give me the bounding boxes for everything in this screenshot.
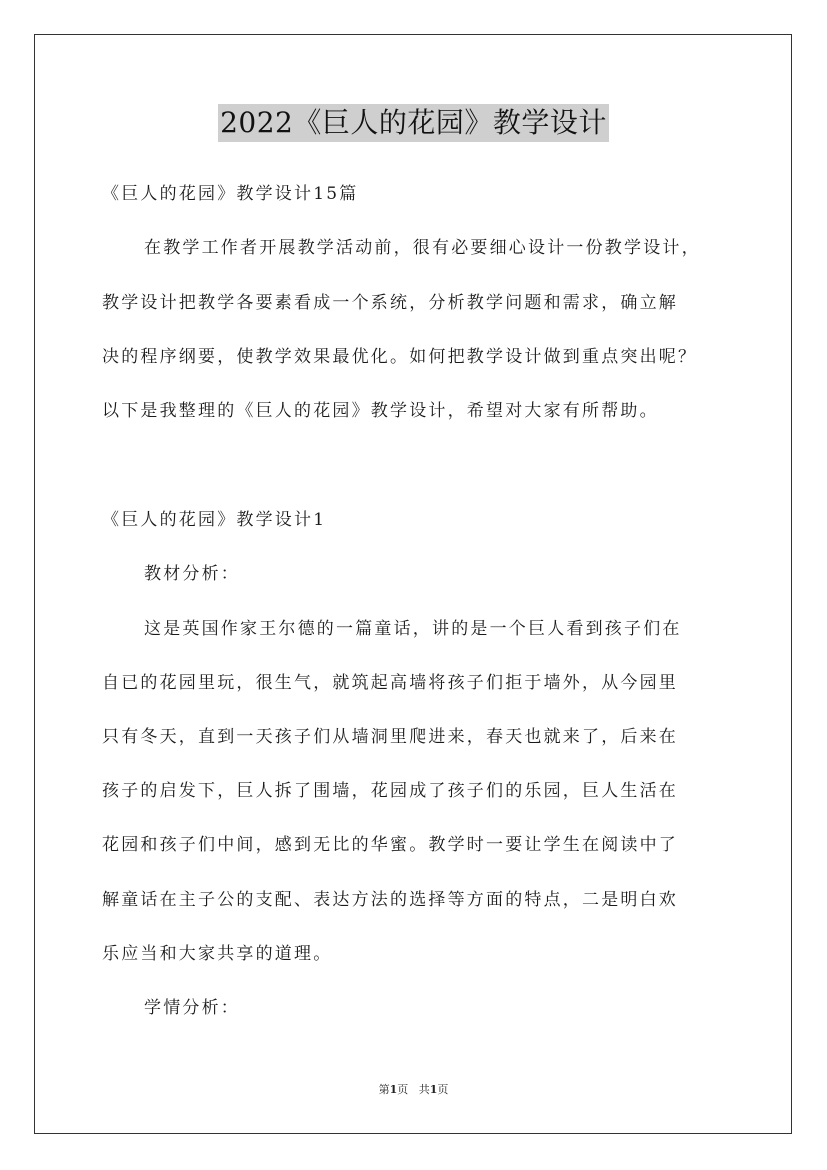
footer-page-current: 1 [389, 1083, 398, 1096]
paragraph-line: 乐应当和大家共享的道理。 [102, 944, 333, 964]
paragraph-line: 教学设计把教学各要素看成一个系统，分析教学问题和需求，确立解 [102, 293, 678, 313]
paragraph-line: 在教学工作者开展教学活动前，很有必要细心设计一份教学设计， [144, 238, 701, 258]
paragraph-line: 孩子的启发下，巨人拆了围墙，花园成了孩子们的乐园，巨人生活在 [102, 781, 678, 801]
subheading-teaching-material: 教材分析： [144, 564, 240, 584]
footer-page-prefix: 第 [378, 1083, 390, 1096]
paragraph-line: 自已的花园里玩，很生气，就筑起高墙将孩子们拒于墙外，从今园里 [102, 673, 678, 693]
paragraph-line: 以下是我整理的《巨人的花园》教学设计，希望对大家有所帮助。 [102, 401, 659, 421]
paragraph-line: 决的程序纲要，使教学效果最优化。如何把教学设计做到重点突出呢？ [102, 347, 698, 367]
paragraph-line: 解童话在主子公的支配、表达方法的选择等方面的特点，二是明白欢 [102, 890, 678, 910]
footer-page-total: 1 [429, 1083, 438, 1096]
paragraph-line: 只有冬天，直到一天孩子们从墙洞里爬进来，春天也就来了，后来在 [102, 727, 678, 747]
footer-page-suffix: 页 [397, 1083, 409, 1096]
paragraph-line: 花园和孩子们中间，感到无比的华蜜。教学时一要让学生在阅读中了 [102, 835, 678, 855]
page-footer [0, 1082, 827, 1098]
document-title: 2022《巨人的花园》教学设计 [218, 104, 609, 142]
footer-total-prefix: 共 [418, 1083, 430, 1096]
section-heading: 《巨人的花园》教学设计1 [102, 510, 327, 530]
title-wrap [0, 104, 827, 142]
subheading-learner-analysis: 学情分析： [144, 998, 240, 1018]
footer-total-suffix: 页 [437, 1083, 449, 1096]
paragraph-line: 这是英国作家王尔德的一篇童话，讲的是一个巨人看到孩子们在 [144, 619, 682, 639]
subtitle-line: 《巨人的花园》教学设计15篇 [102, 184, 359, 204]
